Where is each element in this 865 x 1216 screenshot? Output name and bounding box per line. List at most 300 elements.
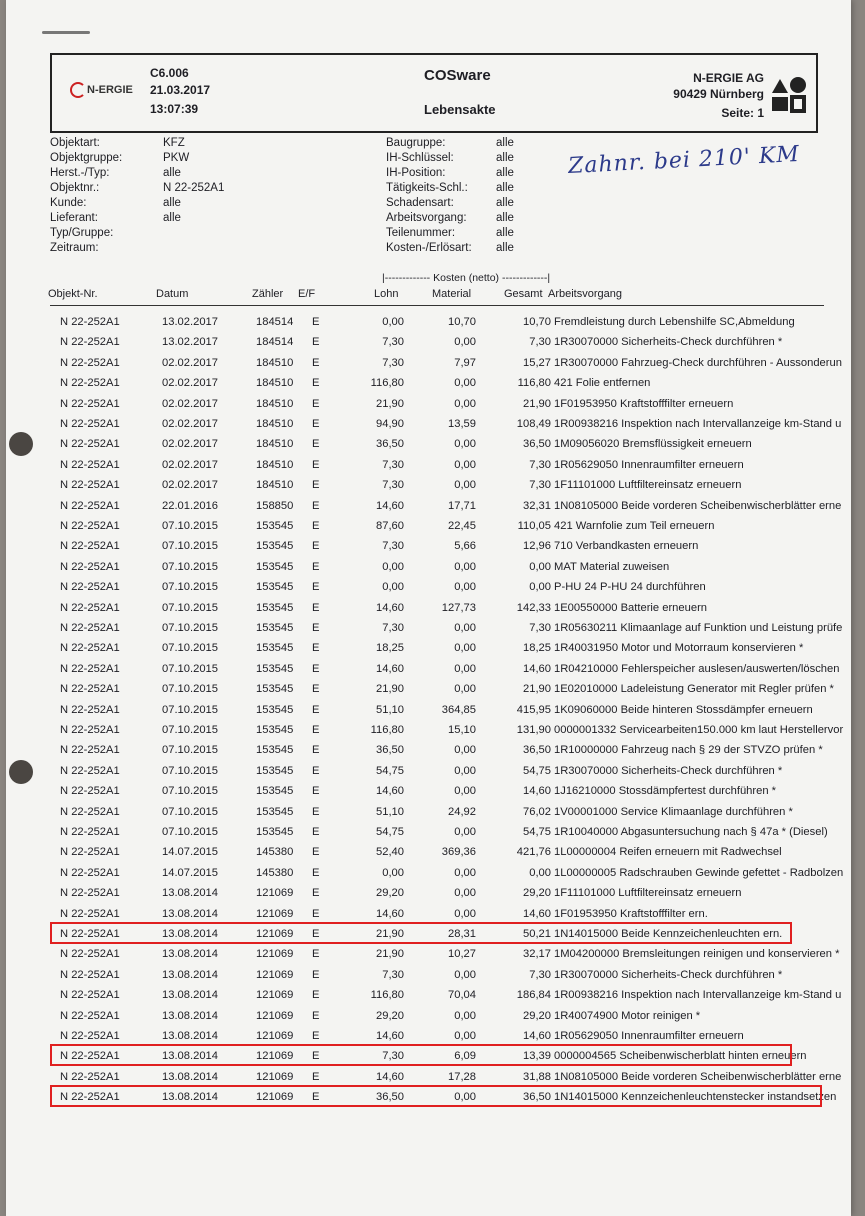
cell-zaehler: 121069 [256, 907, 294, 920]
cell-objekt: N 22-252A1 [60, 887, 120, 900]
cell-arbeitsvorgang: 710 Verbandkasten erneuern [554, 540, 699, 553]
cell-arbeitsvorgang: 1V00001000 Service Klimaanlage durchführen * [554, 805, 793, 818]
cell-lohn: 51,10 [376, 703, 404, 716]
table-row [6, 1026, 851, 1046]
cell-arbeitsvorgang: 1M09056020 Bremsflüssigkeit erneuern [554, 438, 752, 451]
cell-objekt: N 22-252A1 [60, 866, 120, 879]
cell-lohn: 7,30 [382, 540, 404, 553]
meta-label: Teilenummer: [386, 227, 456, 239]
meta-right-values [496, 136, 514, 256]
cell-gesamt: 7,30 [529, 336, 551, 349]
cell-gesamt: 0,00 [529, 581, 551, 594]
cell-datum: 02.02.2017 [162, 458, 218, 471]
cell-objekt: N 22-252A1 [60, 805, 120, 818]
cell-material: 127,73 [441, 601, 476, 614]
cell-zaehler: 153545 [256, 805, 294, 818]
cell-datum: 07.10.2015 [162, 560, 218, 573]
cell-lohn: 54,75 [376, 764, 404, 777]
cell-gesamt: 108,49 [516, 418, 551, 430]
cell-arbeitsvorgang: 1E00550000 Batterie erneuern [554, 601, 708, 614]
table-row [6, 842, 851, 862]
cell-datum: 13.08.2014 [162, 907, 218, 920]
cell-zaehler: 184510 [256, 418, 294, 430]
cell-ef: E [312, 642, 320, 655]
cell-ef: E [312, 887, 320, 900]
table-row [6, 679, 851, 699]
cell-arbeitsvorgang: 1K09060000 Beide hinteren Stossdämpfer erneuern [554, 703, 813, 716]
cell-ef: E [312, 438, 320, 451]
cell-lohn: 14,60 [376, 907, 404, 920]
table-row [6, 822, 851, 842]
cell-lohn: 21,90 [376, 397, 404, 410]
meta-label: IH-Schlüssel: [386, 152, 454, 164]
cell-gesamt: 13,39 [523, 1050, 551, 1063]
cell-datum: 02.02.2017 [162, 397, 218, 410]
cell-datum: 02.02.2017 [162, 438, 218, 451]
cell-ef: E [312, 989, 320, 1002]
cell-gesamt: 14,60 [523, 1030, 551, 1042]
cell-datum: 14.07.2015 [162, 846, 218, 859]
meta-value: alle [163, 212, 181, 224]
cell-datum: 07.10.2015 [162, 622, 218, 634]
meta-value: alle [496, 227, 514, 239]
cell-gesamt: 7,30 [529, 458, 551, 471]
cell-zaehler: 153545 [256, 744, 294, 757]
meta-left-values [163, 136, 224, 256]
cell-ef: E [312, 764, 320, 777]
cell-zaehler: 153545 [256, 785, 294, 798]
meta-label: Kosten-/Erlösart: [386, 242, 472, 254]
cell-lohn: 7,30 [382, 622, 404, 634]
cell-gesamt: 54,75 [523, 764, 551, 777]
cell-lohn: 0,00 [382, 866, 404, 879]
cell-objekt: N 22-252A1 [60, 744, 120, 757]
cell-datum: 07.10.2015 [162, 805, 218, 818]
table-row [6, 557, 851, 577]
page-number: Seite: 1 [721, 106, 764, 120]
cell-datum: 13.08.2014 [162, 948, 218, 961]
cell-zaehler: 121069 [256, 1050, 294, 1063]
cell-ef: E [312, 805, 320, 818]
cell-datum: 14.07.2015 [162, 866, 218, 879]
cell-objekt: N 22-252A1 [60, 1091, 120, 1104]
cell-objekt: N 22-252A1 [60, 703, 120, 716]
cell-objekt: N 22-252A1 [60, 846, 120, 859]
cell-ef: E [312, 968, 320, 981]
cell-zaehler: 153545 [256, 703, 294, 716]
cell-material: 0,00 [454, 581, 476, 594]
cell-zaehler: 121069 [256, 1009, 294, 1022]
cell-lohn: 87,60 [376, 520, 404, 532]
cell-ef: E [312, 683, 320, 696]
cell-gesamt: 29,20 [523, 887, 551, 900]
cell-material: 0,00 [454, 560, 476, 573]
cell-arbeitsvorgang: 1F01953950 Kraftstofffilter ern. [554, 907, 708, 920]
table-row [6, 761, 851, 781]
cell-arbeitsvorgang: 1R00938216 Inspektion nach Intervallanzeige km-Stand u [554, 418, 842, 430]
table-row [6, 353, 851, 373]
cell-lohn: 14,60 [376, 499, 404, 512]
cell-material: 0,00 [454, 785, 476, 798]
cell-objekt: N 22-252A1 [60, 1050, 120, 1063]
cell-ef: E [312, 499, 320, 512]
cell-objekt: N 22-252A1 [60, 683, 120, 696]
cell-objekt: N 22-252A1 [60, 316, 120, 328]
cell-material: 0,00 [454, 907, 476, 920]
cell-gesamt: 10,70 [523, 316, 551, 328]
cell-zaehler: 145380 [256, 866, 294, 879]
cell-zaehler: 184510 [256, 458, 294, 471]
meta-label: Tätigkeits-Schl.: [386, 182, 468, 194]
meta-value: alle [496, 167, 514, 179]
table-row [6, 802, 851, 822]
cell-zaehler: 153545 [256, 540, 294, 553]
cell-gesamt: 142,33 [516, 601, 551, 614]
cell-lohn: 14,60 [376, 1030, 404, 1042]
table-row [6, 394, 851, 414]
cell-ef: E [312, 356, 320, 369]
table-row [6, 781, 851, 801]
col-header-datum: Datum [156, 288, 189, 300]
cell-objekt: N 22-252A1 [60, 520, 120, 532]
meta-label: Objektart: [50, 137, 100, 149]
cell-arbeitsvorgang: 1R40074900 Motor reinigen * [554, 1009, 701, 1022]
table-row [6, 965, 851, 985]
cell-gesamt: 36,50 [523, 438, 551, 451]
cell-material: 28,31 [448, 928, 476, 940]
cell-gesamt: 18,25 [523, 642, 551, 655]
cell-arbeitsvorgang: 1R10000000 Fahrzeug nach § 29 der STVZO prüfen * [554, 744, 823, 757]
cell-ef: E [312, 744, 320, 757]
table-row [6, 618, 851, 638]
meta-label: Kunde: [50, 197, 87, 209]
table-row [6, 1067, 851, 1087]
cell-datum: 13.08.2014 [162, 968, 218, 981]
cell-zaehler: 158850 [256, 499, 294, 512]
cell-zaehler: 121069 [256, 1030, 294, 1042]
cell-objekt: N 22-252A1 [60, 356, 120, 369]
company-emblem-icon [768, 75, 808, 115]
report-header [50, 53, 818, 133]
cell-objekt: N 22-252A1 [60, 989, 120, 1002]
cell-zaehler: 153545 [256, 683, 294, 696]
meta-value: alle [163, 197, 181, 209]
table-row [6, 700, 851, 720]
cell-ef: E [312, 520, 320, 532]
cell-lohn: 0,00 [382, 316, 404, 328]
cell-gesamt: 32,17 [523, 948, 551, 961]
cell-lohn: 116,80 [370, 377, 404, 390]
cell-ef: E [312, 785, 320, 798]
costs-group-header: |------------- Kosten (netto) -------------| [382, 272, 551, 284]
cell-arbeitsvorgang: P-HU 24 P-HU 24 durchführen [554, 581, 706, 594]
cell-datum: 07.10.2015 [162, 520, 218, 532]
cell-objekt: N 22-252A1 [60, 724, 120, 736]
cell-arbeitsvorgang: 1R30070000 Fahrzueg-Check durchführen - Aussonderun [554, 356, 842, 369]
cell-datum: 07.10.2015 [162, 662, 218, 675]
cell-material: 17,71 [448, 499, 476, 512]
cell-datum: 13.08.2014 [162, 1091, 218, 1104]
meta-label: Zeitraum: [50, 242, 99, 254]
cell-gesamt: 12,96 [523, 540, 551, 553]
cell-arbeitsvorgang: 1J16210000 Stossdämpfertest durchführen * [554, 785, 777, 798]
meta-label: Schadensart: [386, 197, 454, 209]
cell-datum: 13.08.2014 [162, 1070, 218, 1083]
meta-value: alle [496, 212, 514, 224]
cell-material: 7,97 [454, 356, 476, 369]
cell-arbeitsvorgang: 421 Warnfolie zum Teil erneuern [554, 520, 715, 532]
cell-ef: E [312, 336, 320, 349]
cell-gesamt: 21,90 [523, 397, 551, 410]
cell-material: 10,70 [448, 316, 476, 328]
cell-lohn: 21,90 [376, 948, 404, 961]
header-divider [50, 305, 824, 306]
cell-zaehler: 184510 [256, 479, 294, 492]
cell-gesamt: 421,76 [516, 846, 551, 859]
cell-datum: 07.10.2015 [162, 581, 218, 594]
cell-objekt: N 22-252A1 [60, 581, 120, 594]
report-date: 21.03.2017 [150, 83, 211, 97]
cell-zaehler: 184514 [256, 336, 294, 349]
cell-arbeitsvorgang: 0000004565 Scheibenwischerblatt hinten erneuern [554, 1050, 807, 1063]
table-row [6, 312, 851, 332]
cell-datum: 02.02.2017 [162, 418, 218, 430]
meta-label: Herst.-/Typ: [50, 167, 110, 179]
cell-objekt: N 22-252A1 [60, 764, 120, 777]
cell-arbeitsvorgang: 1L00000005 Radschrauben Gewinde gefettet - Radbolzen [554, 866, 844, 879]
cell-objekt: N 22-252A1 [60, 1030, 120, 1042]
cell-ef: E [312, 601, 320, 614]
cell-material: 0,00 [454, 458, 476, 471]
cell-datum: 13.08.2014 [162, 1030, 218, 1042]
table-row [6, 536, 851, 556]
cell-objekt: N 22-252A1 [60, 968, 120, 981]
cell-material: 6,09 [454, 1050, 476, 1063]
cell-zaehler: 121069 [256, 1070, 294, 1083]
cell-gesamt: 7,30 [529, 479, 551, 492]
cell-material: 70,04 [448, 989, 476, 1002]
meta-value: alle [496, 197, 514, 209]
cell-arbeitsvorgang: 1F11101000 Luftfiltereinsatz erneuern [554, 887, 742, 900]
cell-gesamt: 54,75 [523, 826, 551, 838]
cell-lohn: 14,60 [376, 601, 404, 614]
cell-arbeitsvorgang: 1R10040000 Abgasuntersuchung nach § 47a * (Diesel) [554, 826, 828, 838]
cell-arbeitsvorgang: 1M04200000 Bremsleitungen reinigen und konservieren * [554, 948, 840, 961]
cell-objekt: N 22-252A1 [60, 1009, 120, 1022]
cell-material: 0,00 [454, 744, 476, 757]
cell-datum: 07.10.2015 [162, 826, 218, 838]
table-row [6, 455, 851, 475]
meta-value: alle [496, 137, 514, 149]
cell-material: 0,00 [454, 479, 476, 492]
col-header-zaehler: Zähler [252, 288, 284, 300]
meta-value: alle [496, 182, 514, 194]
cell-objekt: N 22-252A1 [60, 1070, 120, 1083]
cell-material: 0,00 [454, 1009, 476, 1022]
cell-lohn: 94,90 [376, 418, 404, 430]
cell-ef: E [312, 622, 320, 634]
cell-lohn: 7,30 [382, 458, 404, 471]
cell-objekt: N 22-252A1 [60, 826, 120, 838]
cell-ef: E [312, 703, 320, 716]
cell-lohn: 14,60 [376, 1070, 404, 1083]
cell-zaehler: 153545 [256, 560, 294, 573]
cell-objekt: N 22-252A1 [60, 642, 120, 655]
cell-lohn: 54,75 [376, 826, 404, 838]
table-row [6, 496, 851, 516]
cell-ef: E [312, 560, 320, 573]
cell-lohn: 36,50 [376, 438, 404, 451]
cell-lohn: 29,20 [376, 887, 404, 900]
cell-datum: 07.10.2015 [162, 703, 218, 716]
cell-gesamt: 415,95 [516, 703, 551, 716]
cell-gesamt: 110,05 [517, 520, 551, 532]
cell-datum: 07.10.2015 [162, 642, 218, 655]
meta-label: Arbeitsvorgang: [386, 212, 467, 224]
col-header-material: Material [432, 288, 472, 300]
cell-material: 0,00 [454, 764, 476, 777]
cell-lohn: 21,90 [376, 683, 404, 696]
highlight-box [50, 922, 792, 944]
cell-arbeitsvorgang: 1E02010000 Ladeleistung Generator mit Regler prüfen * [554, 683, 834, 696]
cell-objekt: N 22-252A1 [60, 907, 120, 920]
cell-lohn: 14,60 [376, 785, 404, 798]
cell-arbeitsvorgang: 1N08105000 Beide vorderen Scheibenwischerblätter erne [554, 1070, 842, 1083]
cell-zaehler: 153545 [256, 642, 294, 655]
cell-ef: E [312, 479, 320, 492]
col-header-gesamt: Gesamt [504, 288, 543, 300]
cell-zaehler: 184510 [256, 438, 294, 451]
cell-ef: E [312, 1070, 320, 1083]
cell-lohn: 7,30 [382, 356, 404, 369]
cell-ef: E [312, 866, 320, 879]
cell-gesamt: 32,31 [523, 499, 551, 512]
cell-arbeitsvorgang: 1R04210000 Fehlerspeicher auslesen/auswerten/löschen [554, 662, 840, 675]
table-row [6, 373, 851, 393]
cell-ef: E [312, 928, 320, 940]
cell-lohn: 51,10 [376, 805, 404, 818]
cell-datum: 13.02.2017 [162, 316, 218, 328]
cell-zaehler: 153545 [256, 601, 294, 614]
table-row [6, 720, 851, 740]
cell-objekt: N 22-252A1 [60, 622, 120, 634]
cell-datum: 02.02.2017 [162, 356, 218, 369]
cell-datum: 13.08.2014 [162, 928, 218, 940]
cell-datum: 13.08.2014 [162, 887, 218, 900]
cell-gesamt: 7,30 [529, 968, 551, 981]
cell-ef: E [312, 1050, 320, 1063]
cell-datum: 13.08.2014 [162, 1009, 218, 1022]
meta-right-labels [386, 136, 472, 256]
app-title: COSware [424, 67, 491, 84]
cell-ef: E [312, 907, 320, 920]
cell-ef: E [312, 724, 320, 736]
col-header-lohn: Lohn [374, 288, 399, 300]
cell-gesamt: 50,21 [523, 928, 551, 940]
cell-arbeitsvorgang: 0000001332 Servicearbeiten150.000 km laut Herstellervor [554, 724, 844, 736]
table-row [6, 904, 851, 924]
report-time: 13:07:39 [150, 102, 199, 116]
cell-datum: 07.10.2015 [162, 601, 218, 614]
cell-zaehler: 121069 [256, 948, 294, 961]
cell-material: 0,00 [454, 397, 476, 410]
cell-zaehler: 121069 [256, 989, 294, 1002]
cell-datum: 13.08.2014 [162, 989, 218, 1002]
company-logo: N-ERGIE [70, 82, 133, 98]
cell-ef: E [312, 846, 320, 859]
cell-ef: E [312, 397, 320, 410]
cell-arbeitsvorgang: 1N14015000 Beide Kennzeichenleuchten ern. [554, 928, 783, 940]
paper-sheet [6, 0, 851, 1216]
cell-zaehler: 153545 [256, 581, 294, 594]
cell-material: 0,00 [454, 866, 476, 879]
cell-objekt: N 22-252A1 [60, 479, 120, 492]
col-header-objekt: Objekt-Nr. [48, 288, 98, 300]
meta-label: Objektgruppe: [50, 152, 123, 164]
meta-value [163, 241, 224, 256]
cell-datum: 22.01.2016 [162, 499, 218, 512]
meta-value: alle [496, 152, 514, 164]
cell-material: 17,28 [448, 1070, 476, 1083]
cell-gesamt: 116,80 [517, 377, 551, 390]
cell-ef: E [312, 662, 320, 675]
cell-zaehler: 184510 [256, 397, 294, 410]
cell-zaehler: 121069 [256, 968, 294, 981]
cell-material: 0,00 [454, 662, 476, 675]
cell-ef: E [312, 581, 320, 594]
cell-ef: E [312, 418, 320, 430]
cell-lohn: 0,00 [382, 581, 404, 594]
cell-zaehler: 153545 [256, 662, 294, 675]
cell-gesamt: 31,88 [523, 1070, 551, 1083]
col-header-ef: E/F [298, 288, 316, 300]
cell-zaehler: 184514 [256, 316, 294, 328]
company-address: 90429 Nürnberg [673, 87, 764, 101]
table-row [6, 985, 851, 1005]
cell-material: 0,00 [454, 438, 476, 451]
table-row [6, 944, 851, 964]
table-row [6, 475, 851, 495]
table-row [6, 434, 851, 454]
cell-zaehler: 153545 [256, 826, 294, 838]
cell-ef: E [312, 458, 320, 471]
cell-material: 0,00 [454, 887, 476, 900]
cell-zaehler: 153545 [256, 724, 294, 736]
cell-gesamt: 7,30 [529, 622, 551, 634]
cell-objekt: N 22-252A1 [60, 438, 120, 451]
doc-title: Lebensakte [424, 102, 496, 117]
cell-datum: 13.02.2017 [162, 336, 218, 349]
company-name: N-ERGIE AG [693, 71, 764, 85]
cell-datum: 07.10.2015 [162, 744, 218, 757]
cell-objekt: N 22-252A1 [60, 928, 120, 940]
cell-material: 22,45 [448, 520, 476, 532]
cell-gesamt: 76,02 [523, 805, 551, 818]
cell-gesamt: 186,84 [516, 989, 551, 1002]
cell-datum: 07.10.2015 [162, 785, 218, 798]
cell-lohn: 36,50 [376, 1091, 404, 1104]
cell-material: 24,92 [448, 805, 476, 818]
cell-lohn: 36,50 [376, 744, 404, 757]
cell-lohn: 29,20 [376, 1009, 404, 1022]
meta-value [163, 226, 224, 241]
cell-datum: 13.08.2014 [162, 1050, 218, 1063]
cell-ef: E [312, 948, 320, 961]
cell-zaehler: 184510 [256, 377, 294, 390]
cell-gesamt: 21,90 [523, 683, 551, 696]
cell-ef: E [312, 1009, 320, 1022]
cell-objekt: N 22-252A1 [60, 948, 120, 961]
